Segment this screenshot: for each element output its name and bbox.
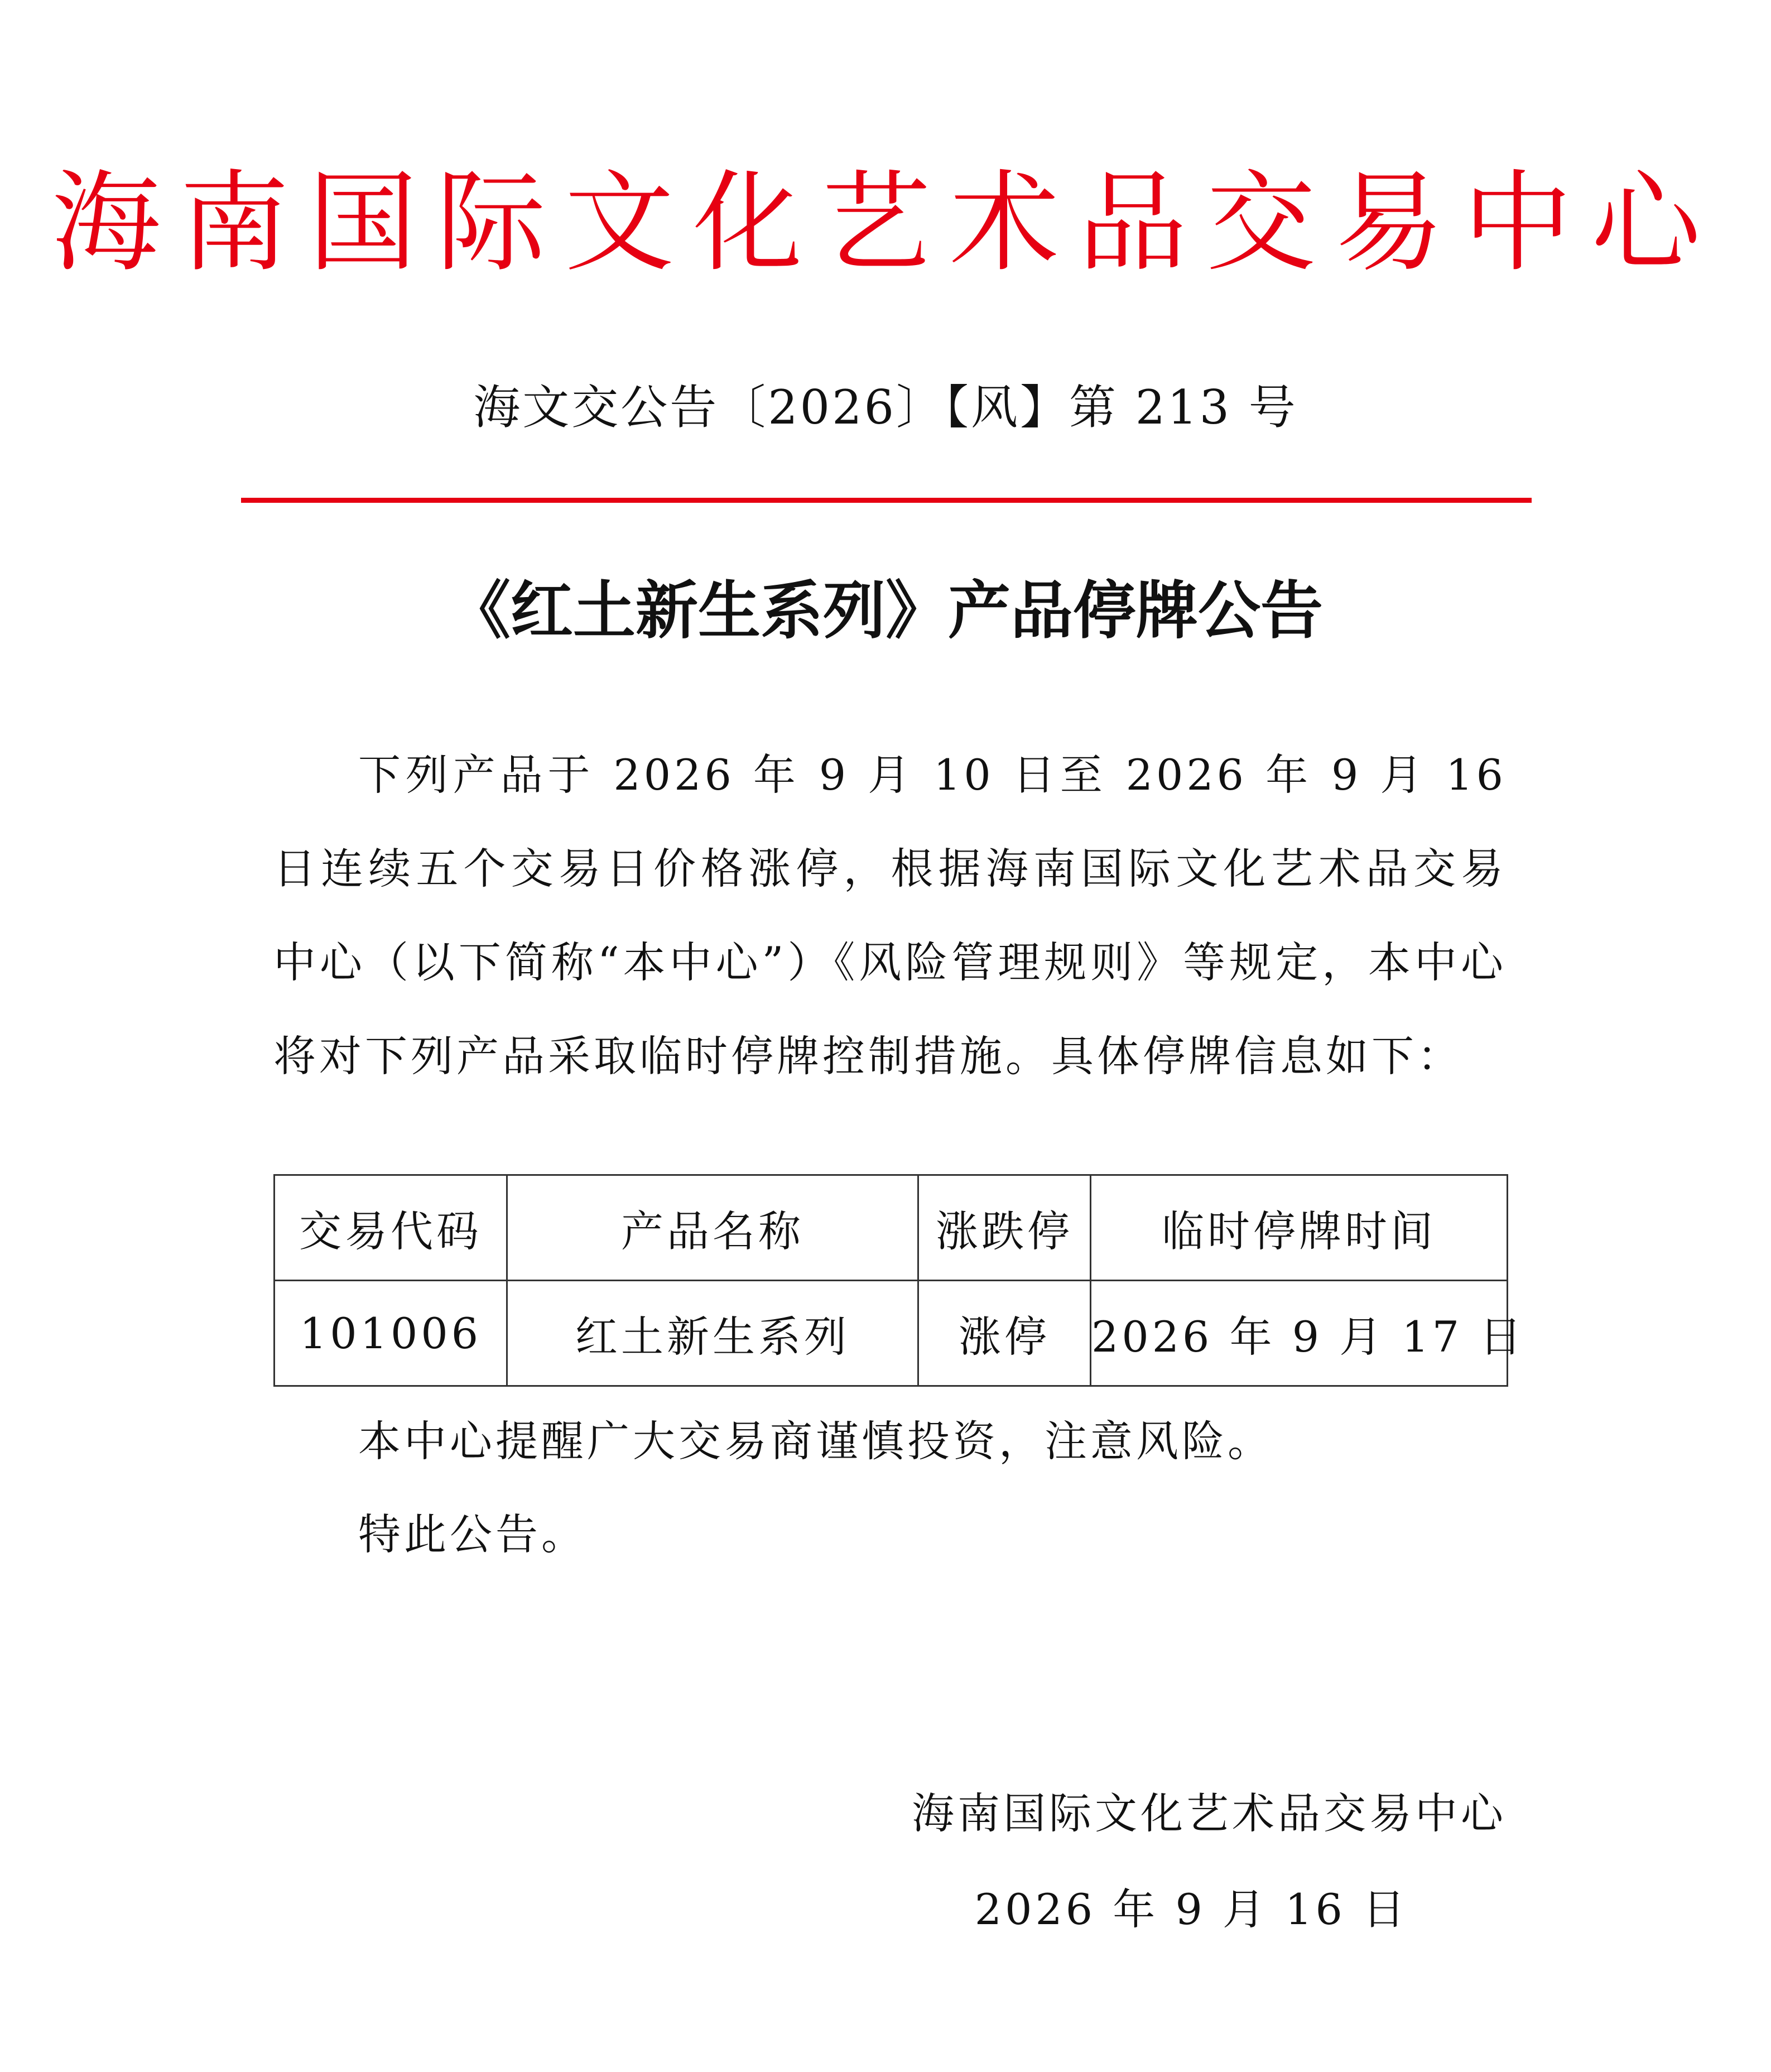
cell-suspension-time: 2026 年 9 月 17 日: [1091, 1281, 1508, 1386]
suspension-table: [273, 1174, 1525, 1387]
signature-date: 2026 年 9 月 16 日: [974, 1884, 1408, 1934]
header-trade-code: 交易代码: [275, 1175, 507, 1281]
cell-product-name: 红土新生系列: [507, 1281, 918, 1386]
red-divider: [241, 498, 1532, 503]
table-row: [275, 1281, 1508, 1386]
table-header-row: [275, 1175, 1508, 1281]
header-suspension-time: 临时停牌时间: [1091, 1175, 1508, 1281]
risk-reminder: 本中心提醒广大交易商谨慎投资，注意风险。: [358, 1416, 1273, 1466]
header-limit-status: 涨跌停: [918, 1175, 1091, 1281]
organization-header: 海南国际文化艺术品交易中心: [51, 160, 1720, 287]
intro-paragraph: 下列产品于 2026 年 9 月 10 日至 2026 年 9 月 16 日连续五个交易日价格涨停，根据海南国际文化艺术品交易中心（以下简称“本中心”）《风险管理规则》等规定，本中心将对下列产品采取临时停牌控制措施。具体停牌信息如下：: [273, 750, 1507, 1081]
cell-trade-code: 101006: [275, 1281, 507, 1386]
cell-limit-status: 涨停: [918, 1281, 1091, 1386]
document-number: 海文交公告〔2026〕【风】第 213 号: [473, 380, 1298, 435]
header-product-name: 产品名称: [507, 1175, 918, 1281]
signature-organization: 海南国际文化艺术品交易中心: [912, 1789, 1507, 1838]
closing-statement: 特此公告。: [358, 1509, 587, 1559]
document-title: 《红土新生系列》产品停牌公告: [448, 575, 1323, 647]
